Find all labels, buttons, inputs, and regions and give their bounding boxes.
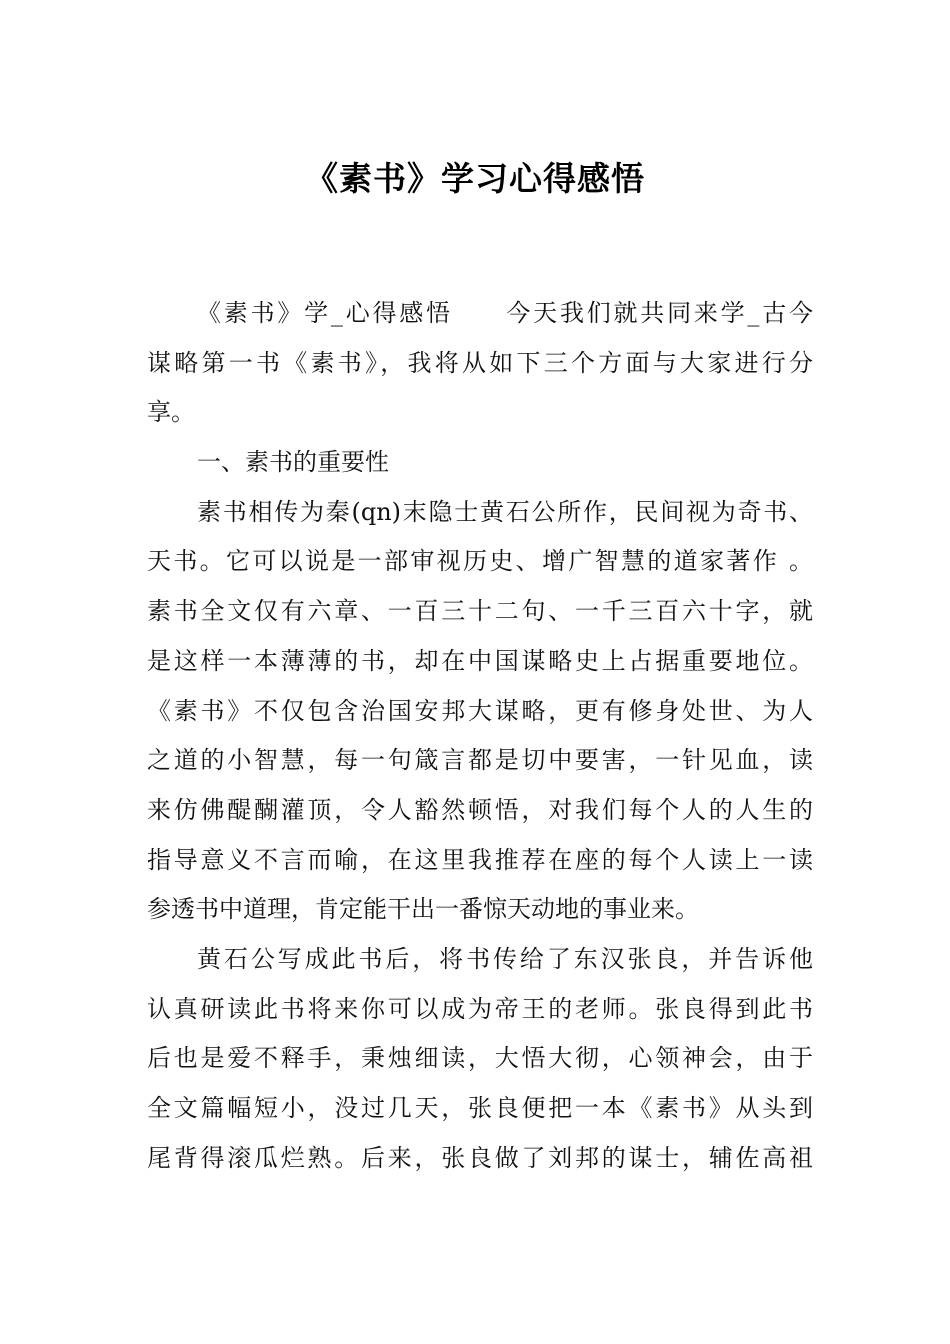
text-line: 尾背得滚瓜烂熟。后来，张良做了刘邦的谋士，辅佐高祖 [147, 1143, 813, 1172]
text-line: 全文篇幅短小，没过几天，张良便把一本《素书》从头到 [147, 1094, 813, 1122]
text-line: 素书全文仅有六章、一百三十二句、一千三百六十字，就 [147, 597, 813, 626]
text-line: 认真研读此书将来你可以成为帝王的老师。张良得到此书 [147, 994, 813, 1023]
text-line: 谋略第一书《素书》，我将从如下三个方面与大家进行分 [147, 348, 813, 377]
text-line: 后也是爱不释手，秉烛细读，大悟大彻，心领神会，由于 [147, 1044, 813, 1073]
text-line: 参透书中道理，肯定能干出一番惊天动地的事业来。 [147, 895, 699, 924]
text-line: 一、素书的重要性 [197, 448, 389, 477]
text-line: 《素书》学_心得感悟 今天我们就共同来学_古今 [197, 299, 813, 327]
text-line: 素书相传为秦(qn)末隐士黄石公所作，民间视为奇书、 [197, 497, 813, 526]
text-line: 《素书》不仅包含治国安邦大谋略，更有修身处世、为人 [147, 696, 813, 725]
text-line: 指导意义不言而喻，在这里我推荐在座的每个人读上一读 [147, 845, 813, 874]
document-title: 《素书》学习心得感悟 [305, 159, 645, 198]
document-body [147, 289, 813, 1183]
text-line: 享。 [147, 398, 195, 427]
text-line: 黄石公写成此书后，将书传给了东汉张良，并告诉他 [197, 944, 813, 973]
text-line: 天书。它可以说是一部审视历史、增广智慧的道家著作 。 [147, 547, 813, 576]
text-line: 是这样一本薄薄的书，却在中国谋略史上占据重要地位。 [147, 646, 813, 675]
text-line: 来仿佛醍醐灌顶，令人豁然顿悟，对我们每个人的人生的 [147, 795, 813, 824]
text-line: 之道的小智慧，每一句箴言都是切中要害，一针见血，读 [147, 746, 813, 775]
